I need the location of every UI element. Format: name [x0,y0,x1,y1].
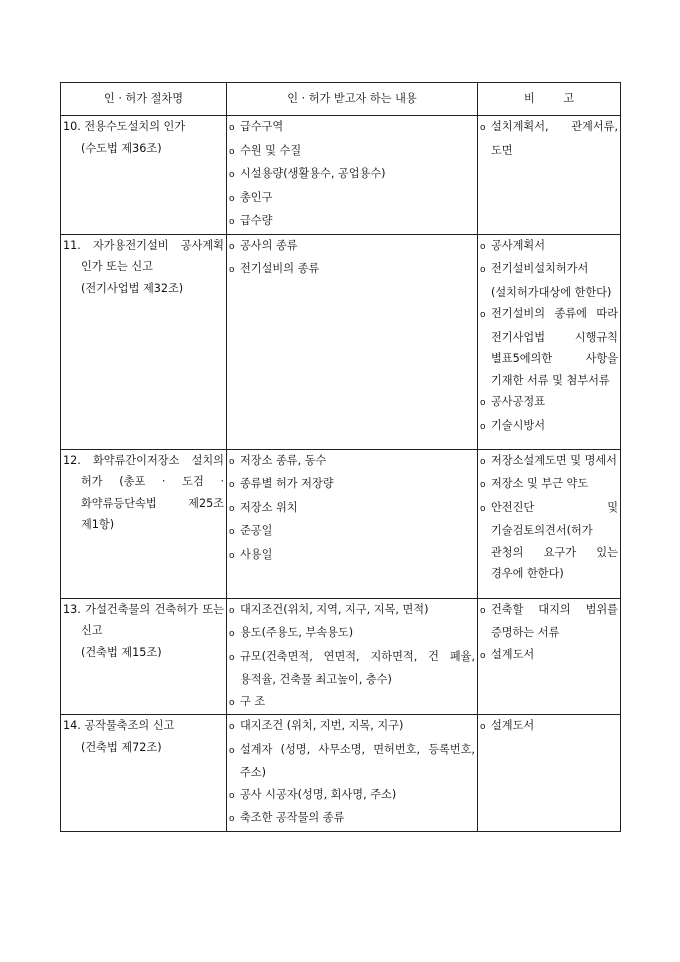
content-item-text: 용도(주용도, 부속용도) [240,626,354,639]
remark-item-text: 전기설비설치허가서(설치허가대상에 한한다) [491,262,612,299]
content-item-text: 대지조건 (위치, 지번, 지목, 지구) [240,719,404,732]
procedure-cell [61,116,227,235]
procedure-title: 10. 전용수도설치의 인가 [63,120,186,133]
procedure-law: (건축법 제15조) [81,645,162,659]
bullet-marker-icon: ο [480,421,486,432]
content-item [229,450,475,474]
content-item-text: 급수구역 [240,120,284,133]
bullet-marker-icon: ο [480,123,486,133]
content-item [229,497,475,521]
remark-item [480,450,618,474]
bullet-marker-icon: ο [229,527,235,537]
bullet-marker-icon: ο [229,550,235,561]
content-item [229,739,475,784]
bullet-marker-icon: ο [229,480,235,490]
bullet-marker-icon: ο [480,241,486,252]
bullet-marker-icon: ο [229,790,235,801]
table-row [61,598,621,715]
bullet-marker-icon: ο [229,697,235,708]
remarks-cell [478,598,621,715]
bullet-marker-icon: ο [229,146,235,157]
procedure-cell [61,234,227,449]
procedure-cell [61,715,227,832]
content-item-text: 저장소 종류, 동수 [240,453,327,467]
bullet-marker-icon: ο [480,605,486,616]
content-item-text: 수원 및 수질 [240,143,302,157]
bullet-marker-icon: ο [480,480,486,490]
remark-item [480,235,618,259]
remark-item-text: 설계도서 [491,647,535,661]
remarks-cell [478,449,621,598]
content-item [229,599,475,623]
content-item [229,187,475,211]
procedure-law: (전기사업법 제32조) [81,281,184,295]
bullet-marker-icon: ο [229,193,235,204]
content-item [229,116,475,140]
content-item-text: 시설용량(생활용수, 공업용수) [240,167,386,180]
content-cell [227,116,478,235]
content-item-text: 사용일 [240,547,273,561]
content-item-text: 공사의 종류 [240,238,298,252]
content-item-text: 구 조 [240,694,266,708]
bullet-marker-icon: ο [229,503,235,514]
remark-item-text: 전기설비의 종류에 따라 전기사업법 시행규칙 별표5에의한 사항을 기재한 서류 및 첨부서류 [491,307,618,387]
bullet-marker-icon: ο [480,650,486,661]
bullet-marker-icon: ο [480,722,486,732]
header-procedure: 인 · 허가 절차명 [61,83,227,116]
table-header-row [61,83,621,116]
bullet-marker-icon: ο [480,503,486,514]
remark-item [480,303,618,391]
content-item [229,210,475,234]
remark-item-text: 설계도서 [491,719,535,732]
procedure-title: 11. 자가용전기설비 공사계획 인가 또는 신고 [63,238,224,273]
content-item [229,646,475,691]
remark-item [480,258,618,303]
bullet-marker-icon: ο [229,170,235,180]
remark-item-text: 기술시방서 [491,418,546,432]
remark-item [480,715,618,739]
content-item-text: 종류별 허가 저장량 [240,477,334,490]
content-cell [227,449,478,598]
content-cell [227,598,478,715]
content-item [229,520,475,544]
procedure-title: 14. 공작물축조의 신고 [63,719,175,732]
remarks-cell [478,116,621,235]
content-item [229,691,475,715]
content-item-text: 총인구 [240,190,273,204]
bullet-marker-icon: ο [229,814,235,824]
bullet-marker-icon: ο [229,241,235,252]
bullet-marker-icon: ο [480,456,486,467]
remark-item [480,391,618,415]
bullet-marker-icon: ο [480,398,486,408]
remark-item [480,599,618,644]
remark-item [480,116,618,161]
permit-procedure-table [60,82,621,832]
table-row [61,715,621,832]
procedure-cell [61,598,227,715]
header-remarks: 비 고 [478,83,621,116]
table-row [61,449,621,598]
bullet-marker-icon: ο [229,745,235,756]
bullet-marker-icon: ο [229,605,235,616]
content-item [229,473,475,497]
remarks-cell [478,234,621,449]
remark-item [480,497,618,585]
content-item [229,807,475,831]
content-item-text: 규모(건축면적, 연면적, 지하면적, 건 폐율, 용적율, 건축물 최고높이, 층수) [240,649,475,686]
content-cell [227,234,478,449]
bullet-marker-icon: ο [229,265,235,275]
remark-item [480,415,618,439]
header-content: 인 · 허가 받고자 하는 내용 [227,83,478,116]
table-row [61,234,621,449]
content-item [229,784,475,808]
content-item-text: 설계자 (성명, 사무소명, 면허번호, 등록번호, 주소) [240,742,475,779]
remark-item-text: 설치계획서, 관계서류, 도면 [491,120,618,157]
content-item-text: 준공일 [240,524,273,537]
bullet-marker-icon: ο [229,629,235,639]
content-item-text: 전기설비의 종류 [240,262,320,275]
content-item [229,622,475,646]
content-item-text: 축조한 공작물의 종류 [240,811,345,824]
content-item [229,163,475,187]
table-row [61,116,621,235]
remark-item-text: 저장소 및 부근 약도 [491,477,589,490]
content-item [229,140,475,164]
remark-item-text: 공사계획서 [491,238,546,252]
bullet-marker-icon: ο [480,310,486,320]
content-item-text: 저장소 위치 [240,500,298,514]
bullet-marker-icon: ο [229,652,235,663]
remark-item [480,644,618,668]
remark-item-text: 저장소설계도면 및 명세서 [491,453,617,467]
bullet-marker-icon: ο [480,265,486,275]
bullet-marker-icon: ο [229,123,235,133]
procedure-law: (수도법 제36조) [81,141,162,155]
content-item-text: 대지조건(위치, 지역, 지구, 지목, 면적) [240,602,429,616]
content-item-text: 급수량 [240,214,273,227]
content-cell [227,715,478,832]
content-item [229,258,475,282]
remark-item-text: 건축할 대지의 범위를 증명하는 서류 [491,602,618,639]
remark-item [480,473,618,497]
remark-item-text: 공사공정표 [491,395,546,408]
content-item-text: 공사 시공자(성명, 회사명, 주소) [240,787,397,801]
procedure-cell [61,449,227,598]
bullet-marker-icon: ο [229,722,235,732]
remark-item-text: 안전진단 및 기술검토의견서(허가 관청의 요구가 있는 경우에 한한다) [491,500,618,580]
content-item [229,235,475,259]
bullet-marker-icon: ο [229,217,235,227]
bullet-marker-icon: ο [229,456,235,467]
procedure-title: 12. 화약류간이저장소 설치의 허가 (총포 · 도검 · 화약류등단속법 제25조 제1항) [63,453,224,531]
content-item [229,715,475,739]
procedure-title: 13. 가설건축물의 건축허가 또는 신고 [63,602,224,637]
remarks-cell [478,715,621,832]
procedure-law: (건축법 제72조) [81,740,162,754]
content-item [229,544,475,568]
